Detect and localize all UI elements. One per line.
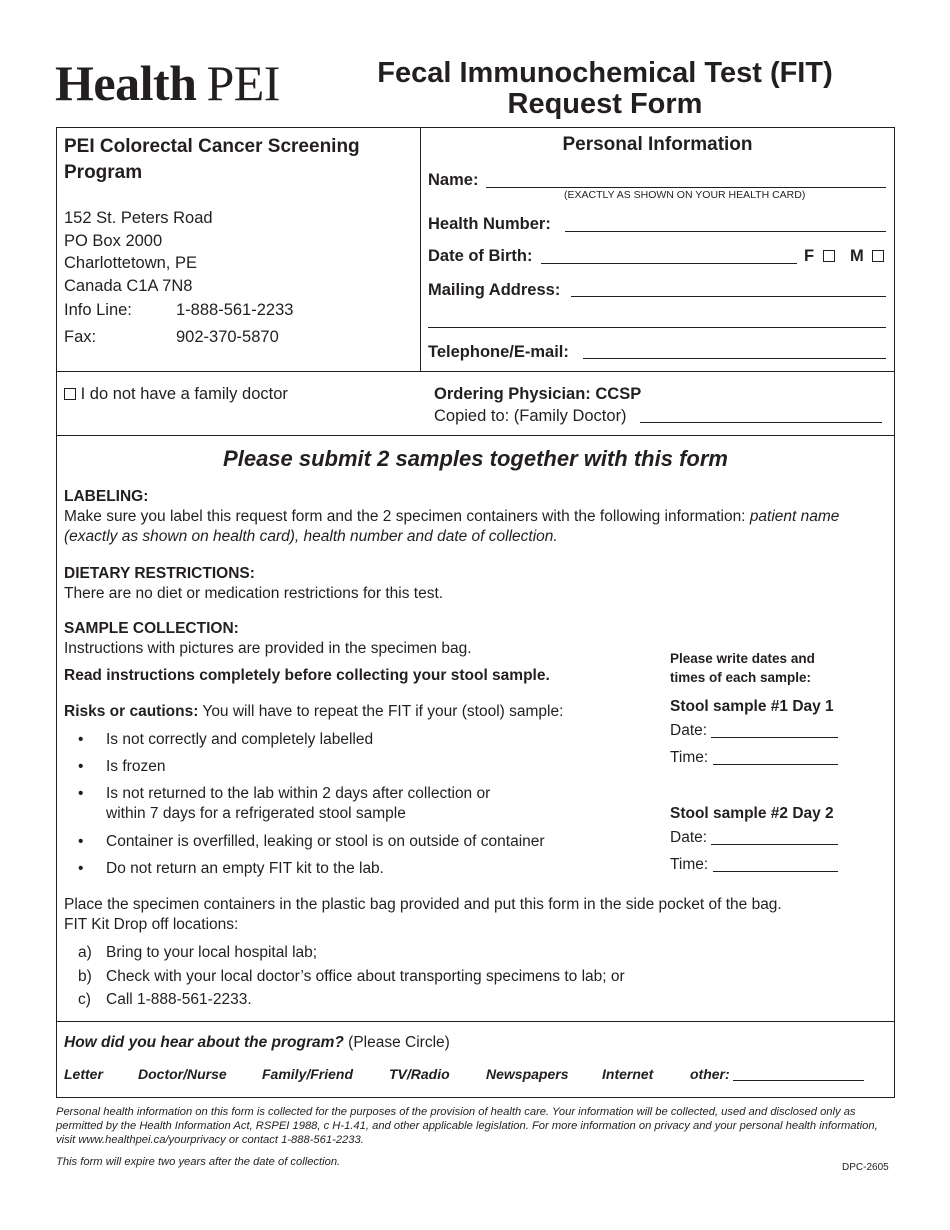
list-item xyxy=(64,784,664,832)
survey-hint: (Please Circle) xyxy=(343,1034,450,1051)
survey-option-letter[interactable]: Letter xyxy=(64,1066,103,1082)
sample2-date-label: Date: xyxy=(670,829,708,846)
samples-intro-line2: times of each sample: xyxy=(670,670,812,685)
sample-bold: Read instructions completely before collecting your stool sample. xyxy=(64,667,550,684)
survey-other-field[interactable] xyxy=(733,1080,864,1081)
survey-option-internet[interactable]: Internet xyxy=(602,1066,654,1082)
risk-text: Do not return an empty FIT kit to the lab. xyxy=(106,860,384,877)
sample2-date-field[interactable] xyxy=(711,844,838,845)
address-line: Canada C1A 7N8 xyxy=(64,276,193,295)
no-family-doctor-checkbox[interactable] xyxy=(64,388,76,400)
survey-divider xyxy=(56,1021,895,1022)
risks-text: You will have to repeat the FIT if your (stool) sample: xyxy=(198,703,564,720)
sample1-time-field[interactable] xyxy=(713,764,838,765)
personal-info-heading: Personal Information xyxy=(562,134,753,155)
dietary-text: There are no diet or medication restrictions for this test. xyxy=(64,585,444,602)
risks-line xyxy=(64,702,563,722)
risk-text: Is not returned to the lab within 2 days after collection or xyxy=(106,785,491,802)
dietary-section xyxy=(64,564,443,604)
labeling-heading: LABELING: xyxy=(64,488,149,505)
list-item xyxy=(64,757,664,784)
dropoff-letter: c) xyxy=(78,991,91,1008)
info-value: 1-888-561-2233 xyxy=(176,301,294,319)
bullet-icon: • xyxy=(78,758,84,775)
survey-option-newspapers[interactable]: Newspapers xyxy=(486,1066,569,1082)
male-label: M xyxy=(850,247,864,265)
dob-field[interactable] xyxy=(541,263,797,264)
risk-text: Is not correctly and completely labelled xyxy=(106,731,374,748)
no-family-doctor-label: I do not have a family doctor xyxy=(80,385,288,403)
labeling-italic2: (exactly as shown on health card), health number and date of collection. xyxy=(64,528,558,545)
labeling-section xyxy=(64,487,884,547)
program-name xyxy=(64,134,360,186)
mailing-address-field[interactable] xyxy=(571,296,886,297)
program-name-line2: Program xyxy=(64,162,143,183)
risk-text: Is frozen xyxy=(106,758,166,775)
samples-intro xyxy=(670,649,815,687)
dropoff-text: Call 1-888-561-2233. xyxy=(106,991,252,1008)
address-line: PO Box 2000 xyxy=(64,231,163,250)
copied-to-field[interactable] xyxy=(640,422,882,423)
female-label: F xyxy=(804,247,815,265)
dietary-heading: DIETARY RESTRICTIONS: xyxy=(64,565,255,582)
list-item xyxy=(64,859,664,886)
ordering-physician: Ordering Physician: CCSP xyxy=(434,385,642,403)
sample1-title: Stool sample #1 Day 1 xyxy=(670,698,834,715)
health-number-label: Health Number: xyxy=(428,215,551,233)
survey-question xyxy=(64,1033,450,1053)
sample2-time-label: Time: xyxy=(670,856,709,873)
health-pei-logo xyxy=(55,55,280,111)
sample1-date-field[interactable] xyxy=(711,737,838,738)
copied-to-label: Copied to: (Family Doctor) xyxy=(434,407,627,425)
dropoff-heading: FIT Kit Drop off locations: xyxy=(64,916,239,933)
risk-text: within 7 days for a refrigerated stool sample xyxy=(106,805,406,822)
sex-female-option[interactable] xyxy=(804,246,835,266)
risks-list xyxy=(64,730,664,886)
risks-heading: Risks or cautions: xyxy=(64,703,199,720)
list-item xyxy=(64,967,864,991)
dropoff-text: Check with your local doctor’s office about transporting specimens to lab; or xyxy=(106,967,625,985)
health-number-field[interactable] xyxy=(565,231,886,232)
survey-option-tv[interactable]: TV/Radio xyxy=(389,1066,450,1082)
program-address xyxy=(64,207,213,297)
sample1-time-label: Time: xyxy=(670,749,709,766)
bullet-icon: • xyxy=(78,785,84,802)
list-item xyxy=(64,943,864,967)
female-checkbox[interactable] xyxy=(823,250,835,262)
sample-section xyxy=(64,619,550,686)
form-title-line1: Fecal Immunochemical Test (FIT) xyxy=(377,57,833,89)
survey-option-other[interactable]: other: xyxy=(690,1066,730,1082)
list-item xyxy=(64,990,864,1014)
list-item xyxy=(64,730,664,757)
telephone-field[interactable] xyxy=(583,358,886,359)
dropoff-letter: a) xyxy=(78,944,92,961)
sample1-date-label: Date: xyxy=(670,722,708,739)
sample-heading: SAMPLE COLLECTION: xyxy=(64,620,239,637)
bullet-icon: • xyxy=(78,731,84,748)
telephone-label: Telephone/E-mail: xyxy=(428,343,569,361)
labeling-italic1: patient name xyxy=(749,508,840,525)
sample2-title: Stool sample #2 Day 2 xyxy=(670,805,834,822)
logo-health: Health xyxy=(55,55,197,111)
survey-question-text: How did you hear about the program? xyxy=(64,1034,344,1051)
address-line: 152 St. Peters Road xyxy=(64,209,213,227)
list-item xyxy=(64,832,664,859)
bullet-icon: • xyxy=(78,860,84,877)
dropoff-list xyxy=(64,943,864,1014)
info-label: Info Line: xyxy=(64,301,132,319)
dropoff-text: Bring to your local hospital lab; xyxy=(106,944,318,961)
survey-option-doctor[interactable]: Doctor/Nurse xyxy=(138,1066,227,1082)
sample2-time-field[interactable] xyxy=(713,871,838,872)
name-hint: (EXACTLY AS SHOWN ON YOUR HEALTH CARD) xyxy=(564,189,806,201)
submit-heading: Please submit 2 samples together with this form xyxy=(223,446,728,471)
survey-option-family[interactable]: Family/Friend xyxy=(262,1066,354,1082)
mailing-address-label: Mailing Address: xyxy=(428,281,561,299)
bullet-icon: • xyxy=(78,833,84,850)
sex-male-option[interactable] xyxy=(850,246,884,266)
logo-pei: PEI xyxy=(206,55,280,111)
labeling-text: Make sure you label this request form and the 2 specimen containers with the following information: xyxy=(64,508,750,525)
form-code: DPC-2605 xyxy=(842,1162,889,1173)
dropoff-letter: b) xyxy=(78,967,92,985)
male-checkbox[interactable] xyxy=(872,250,884,262)
top-divider xyxy=(420,127,421,372)
program-name-line1: PEI Colorectal Cancer Screening xyxy=(64,136,360,157)
dob-label: Date of Birth: xyxy=(428,247,533,265)
name-label: Name: xyxy=(428,171,479,189)
placement-section xyxy=(64,895,884,935)
form-title-line2: Request Form xyxy=(507,88,703,120)
no-family-doctor-option[interactable] xyxy=(64,384,288,404)
fax-value: 902-370-5870 xyxy=(176,328,279,346)
placement-text: Place the specimen containers in the plastic bag provided and put this form in the side pocket of the bag. xyxy=(64,896,782,913)
sample-text: Instructions with pictures are provided in the specimen bag. xyxy=(64,640,472,657)
address-line: Charlottetown, PE xyxy=(64,254,197,272)
mailing-address-field-line2[interactable] xyxy=(428,327,886,328)
risk-text: Container is overfilled, leaking or stool is on outside of container xyxy=(106,833,545,850)
privacy-notice: Personal health information on this form is collected for the purposes of the provision of health care. Your information will be collected, used and disclosed only as permitted by the Health Information Act, RSPEI 1988, c H-1.41, and other applicable legislation. For more information on privacy and your personal health information, visit www.healthpei.ca/yourprivacy or contact 1-888-561-2233. xyxy=(56,1106,878,1146)
name-field[interactable] xyxy=(486,187,886,188)
fax-label: Fax: xyxy=(64,328,97,346)
samples-intro-line1: Please write dates and xyxy=(670,651,815,666)
expiry-notice: This form will expire two years after the date of collection. xyxy=(56,1156,341,1168)
